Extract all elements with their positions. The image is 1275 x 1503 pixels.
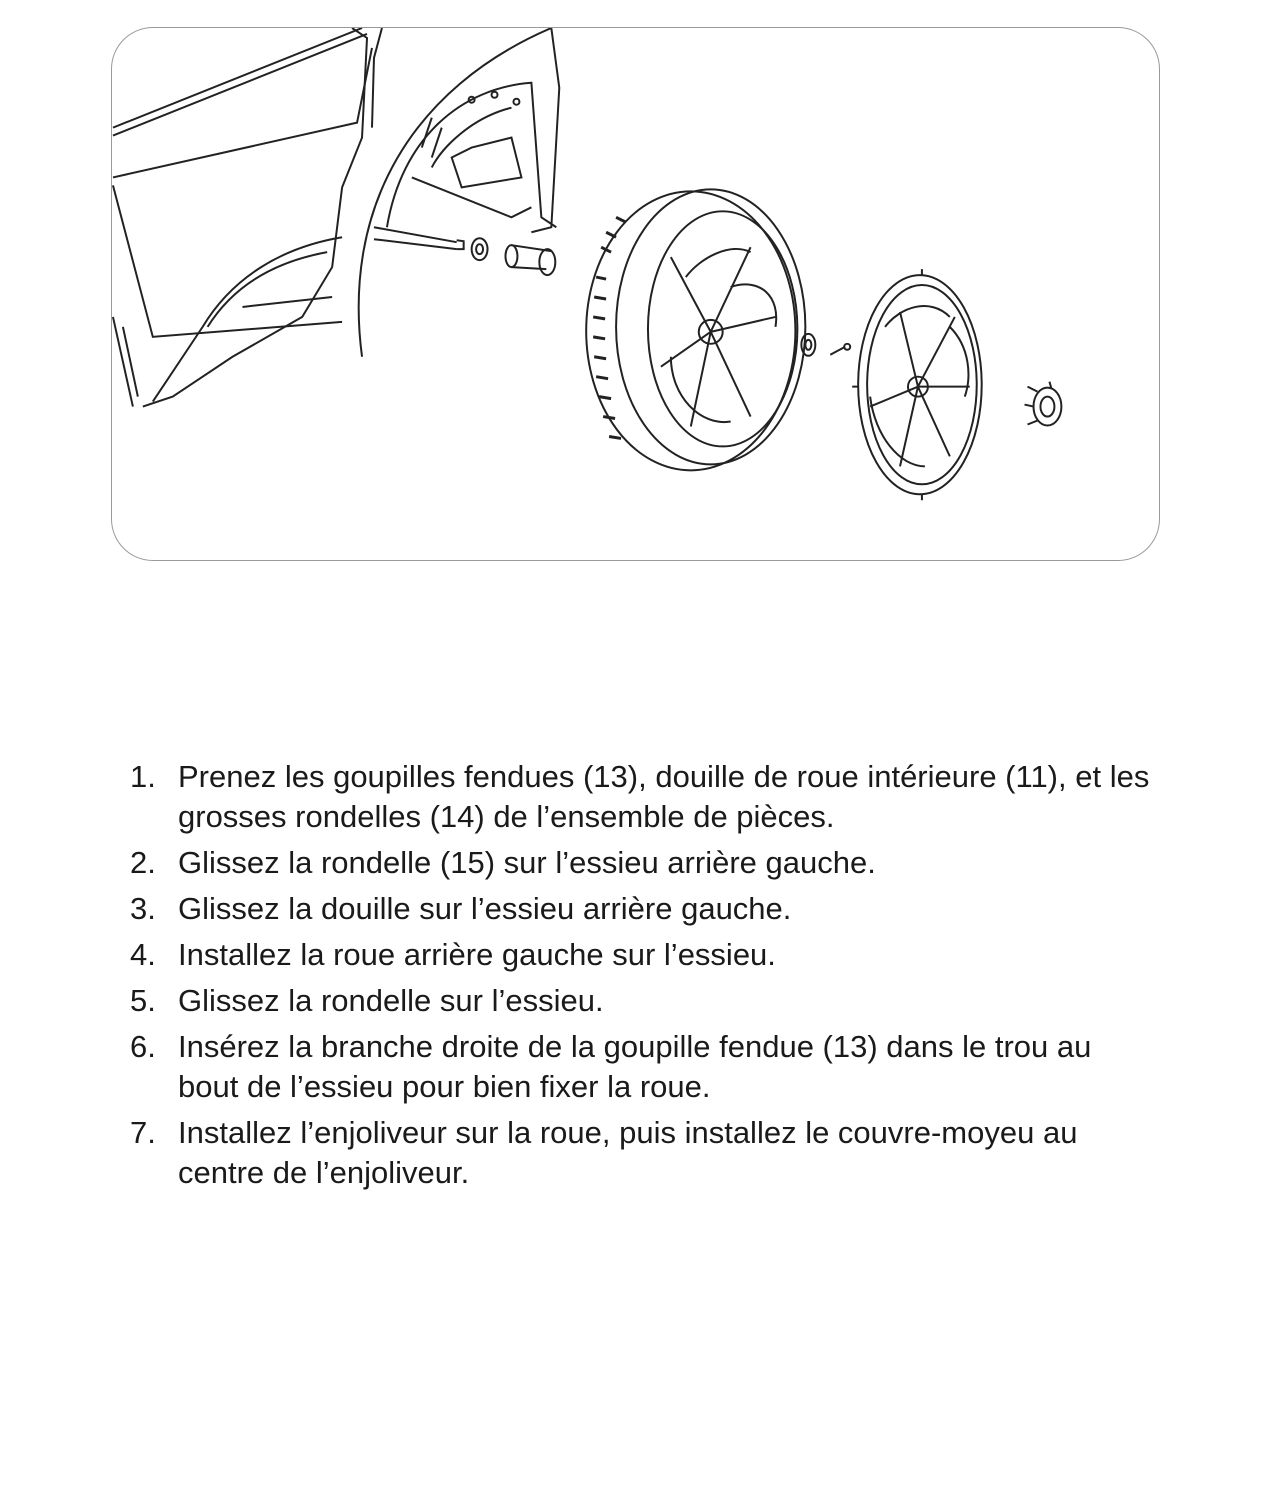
car-body-icon: [113, 28, 382, 407]
instruction-step-6: [130, 1027, 1160, 1107]
step-text: Glissez la douille sur l’essieu arrière gauche.: [178, 891, 792, 926]
instruction-step-1: [130, 757, 1160, 837]
wheel-assembly-illustration: [112, 28, 1159, 560]
step-text: Insérez la branche droite de la goupille fendue (13) dans le trou au bout de l’essieu pour bien fixer la roue.: [178, 1029, 1092, 1104]
step-number: 2.: [130, 845, 156, 880]
instruction-step-7: [130, 1113, 1160, 1193]
step-text: Prenez les goupilles fendues (13), douille de roue intérieure (11), et les grosses rondelles (14) de l’ensemble de pièces.: [178, 759, 1150, 834]
instruction-step-3: [130, 889, 1160, 929]
step-text: Glissez la rondelle sur l’essieu.: [178, 983, 604, 1018]
step-number: 6.: [130, 1029, 156, 1064]
step-text: Glissez la rondelle (15) sur l’essieu arrière gauche.: [178, 845, 876, 880]
assembly-figure: [111, 27, 1160, 561]
step-text: Installez l’enjoliveur sur la roue, puis installez le couvre-moyeu au centre de l’enjoliveur.: [178, 1115, 1078, 1190]
instruction-step-2: [130, 843, 1160, 883]
instruction-step-4: [130, 935, 1160, 975]
wheel-arch-icon: [359, 28, 560, 357]
washer-pin-icon: [801, 334, 850, 356]
tire-icon: [586, 189, 805, 470]
step-number: 4.: [130, 937, 156, 972]
instruction-step-5: [130, 981, 1160, 1021]
step-text: Installez la roue arrière gauche sur l’essieu.: [178, 937, 776, 972]
axle-icon: [374, 227, 555, 275]
hubcap-icon: [852, 269, 982, 500]
instruction-list: [130, 757, 1160, 1199]
hub-cover-icon: [1025, 382, 1062, 426]
step-number: 1.: [130, 759, 156, 794]
step-number: 5.: [130, 983, 156, 1018]
step-number: 3.: [130, 891, 156, 926]
step-number: 7.: [130, 1115, 156, 1150]
